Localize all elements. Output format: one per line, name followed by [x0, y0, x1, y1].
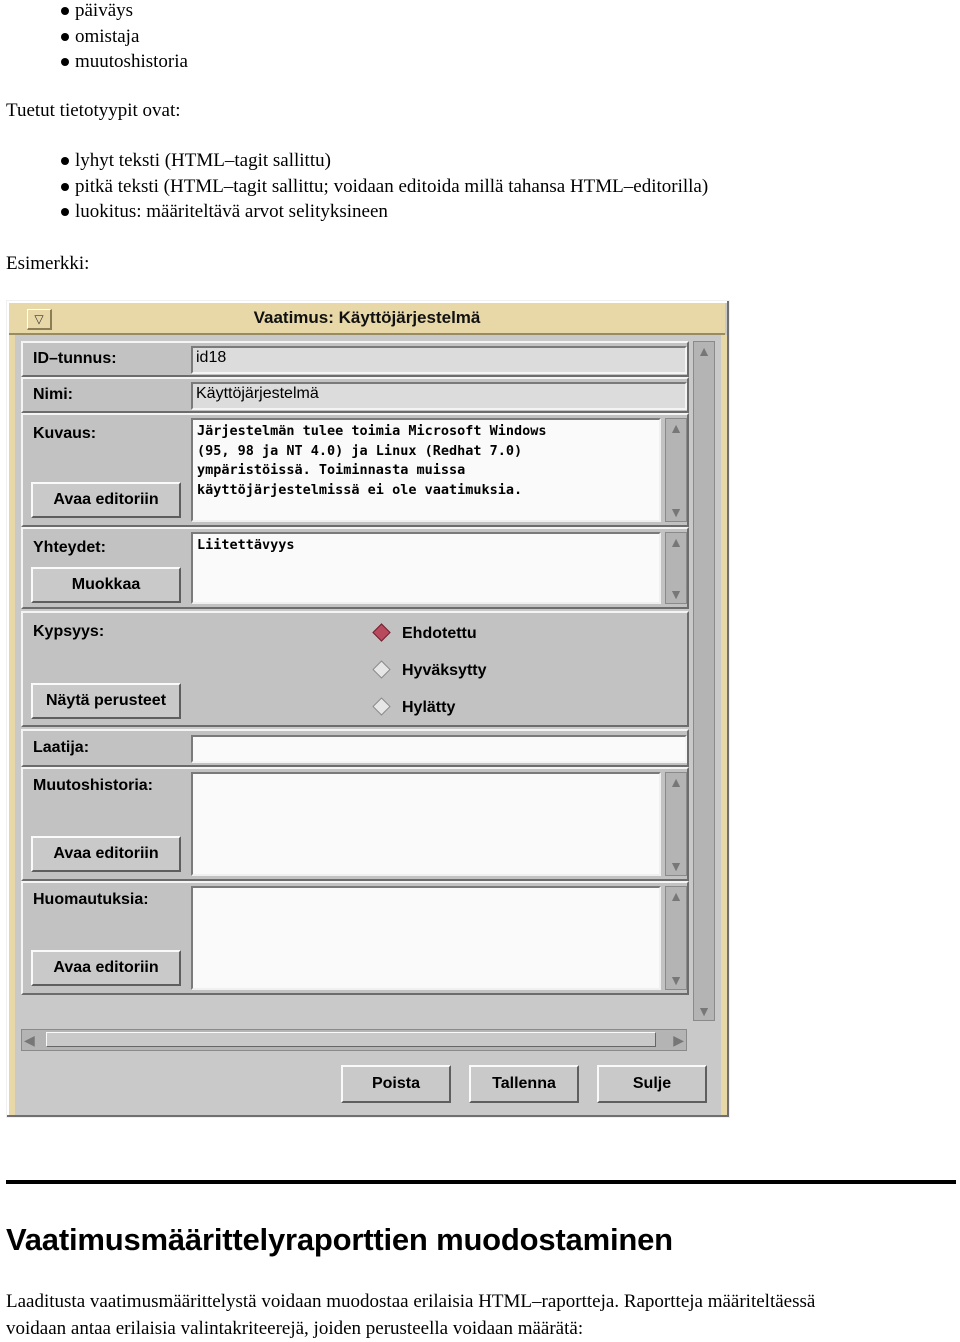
scroll-up-icon[interactable]: ▲ [669, 420, 683, 436]
list-item: pitkä teksti (HTML–tagit sallittu; voidaan editoida millä tahansa HTML–editorilla) [0, 176, 708, 202]
description-textarea[interactable]: Järjestelmän tulee toimia Microsoft Windows (95, 98 ja NT 4.0) ja Linux (Redhat 7.0) ympäristöissä. Toiminnasta muissa käyttöjärjestelmissä ei ole vaatimuksia. [191, 418, 661, 522]
datatype-list [0, 150, 708, 227]
scroll-thumb[interactable] [46, 1032, 656, 1047]
scroll-right-icon[interactable]: ▶ [673, 1032, 684, 1048]
main-horizontal-scrollbar[interactable] [21, 1029, 687, 1051]
list-item: lyhyt teksti (HTML–tagit sallittu) [0, 150, 708, 176]
description-scrollbar[interactable] [665, 418, 687, 522]
scroll-up-icon[interactable]: ▲ [669, 774, 683, 790]
requirement-window [6, 300, 730, 1118]
scroll-down-icon[interactable]: ▼ [669, 504, 683, 520]
radio-label: Hylätty [402, 699, 456, 716]
top-bullet-list [0, 0, 188, 77]
author-label: Laatija: [33, 739, 90, 756]
edit-links-button[interactable]: Muokkaa [31, 567, 181, 603]
history-textarea[interactable] [191, 772, 661, 876]
open-editor-button[interactable]: Avaa editoriin [31, 836, 181, 872]
name-row [21, 377, 689, 413]
scroll-down-icon[interactable]: ▼ [669, 858, 683, 874]
id-field[interactable]: id18 [191, 346, 687, 374]
left-border [9, 335, 15, 1115]
description-label: Kuvaus: [33, 425, 97, 442]
section-heading: Vaatimusmäärittelyraporttien muodostaminen [6, 1222, 673, 1257]
radio-label: Ehdotettu [402, 625, 477, 642]
notes-row [21, 881, 689, 995]
body-line: voidaan antaa erilaisia valintakriteerejä, joiden perusteella voidaan määrätä: [6, 1318, 584, 1339]
list-item: luokitus: määriteltävä arvot selityksineen [0, 201, 708, 227]
close-button[interactable]: Sulje [597, 1065, 707, 1103]
links-row [21, 527, 689, 609]
show-basis-button[interactable]: Näytä perusteet [31, 683, 181, 719]
example-label: Esimerkki: [6, 253, 90, 274]
author-field[interactable] [191, 735, 687, 763]
name-label: Nimi: [33, 386, 73, 403]
scroll-up-icon[interactable]: ▲ [697, 343, 711, 359]
scroll-up-icon[interactable]: ▲ [669, 888, 683, 904]
name-field[interactable]: Käyttöjärjestelmä [191, 382, 687, 410]
list-item: muutoshistoria [0, 51, 188, 77]
list-item: päiväys [0, 0, 188, 26]
radio-label: Hyväksytty [402, 662, 487, 679]
body-line: Laaditusta vaatimusmäärittelystä voidaan muodostaa erilaisia HTML–raportteja. Raportteja määriteltäessä [6, 1291, 816, 1312]
scroll-up-icon[interactable]: ▲ [669, 534, 683, 550]
scroll-left-icon[interactable]: ◀ [24, 1032, 35, 1048]
radio-icon [372, 660, 390, 678]
radio-selected-icon [372, 623, 390, 641]
maturity-row [21, 611, 689, 727]
main-vertical-scrollbar[interactable] [693, 341, 715, 1021]
radio-icon [372, 697, 390, 715]
title-bar [9, 303, 725, 335]
scroll-down-icon[interactable]: ▼ [669, 972, 683, 988]
radio-option[interactable] [375, 699, 455, 717]
history-label: Muutoshistoria: [33, 777, 153, 794]
links-label: Yhteydet: [33, 539, 106, 556]
maturity-label: Kypsyys: [33, 623, 105, 640]
list-item: omistaja [0, 26, 188, 52]
description-row [21, 413, 689, 527]
open-editor-button[interactable]: Avaa editoriin [31, 482, 181, 518]
window-menu-icon[interactable]: ▽ [27, 309, 52, 330]
notes-scrollbar[interactable] [665, 886, 687, 990]
history-row [21, 767, 689, 881]
id-row [21, 341, 689, 377]
datatypes-intro: Tuetut tietotyypit ovat: [6, 100, 181, 121]
notes-label: Huomautuksia: [33, 891, 149, 908]
radio-option[interactable] [375, 625, 477, 643]
delete-button[interactable]: Poista [341, 1065, 451, 1103]
right-border [721, 335, 727, 1115]
section-body [6, 1288, 960, 1342]
open-editor-button[interactable]: Avaa editoriin [31, 950, 181, 986]
scroll-down-icon[interactable]: ▼ [669, 586, 683, 602]
links-scrollbar[interactable] [665, 532, 687, 604]
id-label: ID–tunnus: [33, 350, 117, 367]
window-title: Vaatimus: Käyttöjärjestelmä [253, 308, 481, 327]
radio-option[interactable] [375, 662, 487, 680]
divider [6, 1180, 956, 1184]
history-scrollbar[interactable] [665, 772, 687, 876]
author-row [21, 729, 689, 767]
links-textarea[interactable]: Liitettävyys [191, 532, 661, 604]
save-button[interactable]: Tallenna [469, 1065, 579, 1103]
notes-textarea[interactable] [191, 886, 661, 990]
scroll-down-icon[interactable]: ▼ [697, 1003, 711, 1019]
